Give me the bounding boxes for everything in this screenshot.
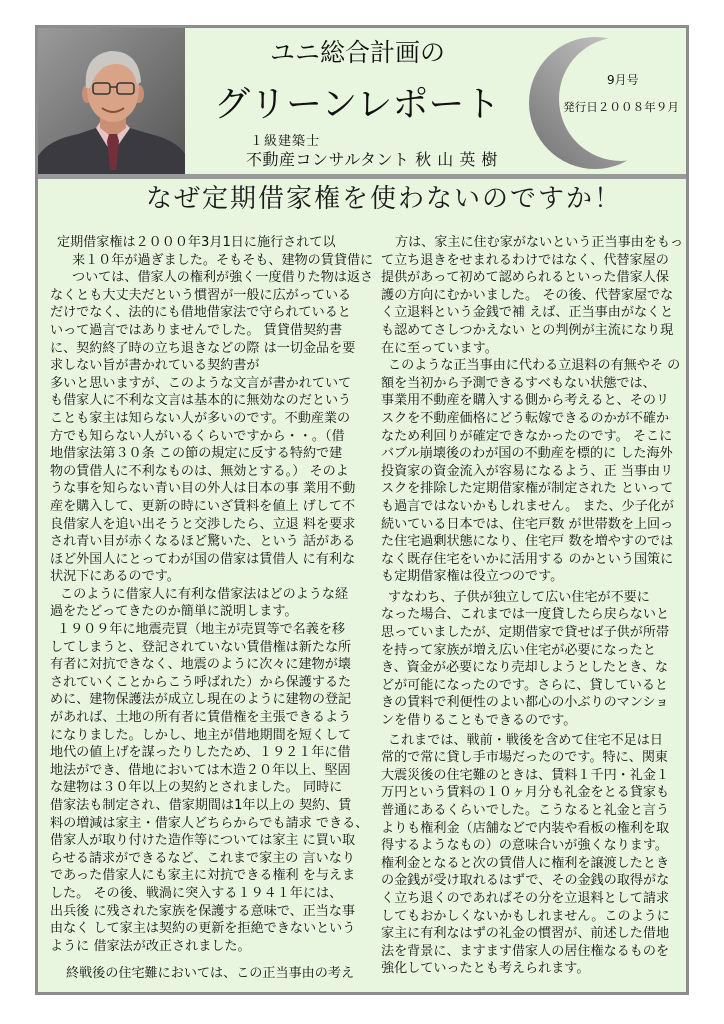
author-name: 不動産コンサルタント 秋 山 英 樹 — [246, 150, 498, 169]
text-line: 産を購入して、更新の時にいざ賃料を値上 げして不 — [50, 498, 356, 514]
text-line: 有者に対抗できなく、地震のように次々に建物が壊 — [50, 657, 351, 673]
text-line: 強化していったとも考えられます。 — [381, 961, 590, 977]
text-line: に、契約終了時の立ち退きなどの際 は一切金品を要 — [50, 340, 356, 356]
text-line: き、資金が必要になり売却しようとしたとき、な — [381, 660, 669, 676]
text-line: 権利金となると次の賃借人に権利を譲渡したとき — [381, 855, 670, 871]
text-line: 地借家法第３０条 この節の規定に反する特約で建 — [50, 446, 343, 462]
text-line: すなわち、子供が独立して広い住宅が不要に — [388, 589, 650, 605]
text-line: スクを排除した定期借家権が制定された といって — [381, 481, 674, 497]
text-line: めに、建物保護法が成立し現在のように建物の登記 — [50, 692, 352, 708]
newsletter-title-line2: グリーンレポート — [214, 84, 501, 125]
text-line: 定期借家権は２０００年3月1日に施行されて以 — [57, 235, 336, 250]
text-line: な建物は３０年以上の契約とされました。 同時に — [50, 780, 343, 796]
text-line: 普通にあるくらいでした。こうなると礼金と言う — [381, 803, 670, 818]
text-line: され青い目が赤くなるほど驚いた、という 話がある — [50, 534, 356, 550]
author-photo — [38, 28, 185, 174]
text-line: 得するようなもの）の意味合いが強くなります。 — [381, 838, 669, 854]
text-line: うな事を知らない青い目の外人は日本の事 業用不動 — [50, 481, 356, 497]
text-line: これまでは、戦前・戦後を含めて住宅不足は日 — [388, 732, 663, 748]
text-line: も借家人に不利な文言は基本的に無効なのだという — [50, 393, 352, 409]
text-line: だけでなく、法的にも借地借家法で守られていると — [50, 305, 351, 321]
text-line: 求しない旨が書かれている契約書が — [50, 358, 260, 374]
text-line: 借家人が取り付けた造作等については家主 に買い取 — [50, 833, 356, 849]
text-line: た住宅過剰状態になり、住宅戸 数を増やすのでは — [381, 534, 674, 550]
text-line: も過言ではないかもしれません。 また、少子化が — [381, 498, 675, 514]
text-line: て立ち退きをせまれるわけではなく、代替家屋の — [381, 252, 669, 268]
text-line: 提供があって初めて認められるといった借家人保 — [381, 270, 669, 286]
text-line: 良借家人を追い出そうと交渉したら、立退 料を要求 — [50, 516, 356, 532]
text-line: 由なく して家主は契約の更新を拒絶できないという — [50, 921, 356, 937]
text-line: 来１０年が過ぎました。そもそも、建物の賃貸借に — [72, 252, 374, 268]
text-line: を持って家族が増え広い住宅が必要になったと — [381, 642, 656, 658]
text-line: 額を当初から予測できるすべもない状態では、 — [381, 375, 656, 391]
text-line: 続いている日本では、住宅戸数 が世帯数を上回っ — [381, 516, 674, 532]
header-divider — [38, 174, 686, 179]
article-title: なぜ定期借家権を使わないのですか！ — [146, 184, 623, 214]
text-line: 在に至っています。 — [381, 340, 498, 356]
text-line: ついては、借家人の権利が強く一度借りた物は返さ — [72, 270, 374, 286]
issue-label: 9月号 — [607, 73, 639, 87]
text-line: 方でも知らない人がいるくらいですから・・。（借 — [50, 428, 345, 444]
text-line: ンを借りることもできるのです。 — [381, 713, 577, 729]
text-line: く立退料という金銭で補 えば、正当事由がなくと — [381, 305, 674, 321]
text-line: １９０９年に地震売買（地主が売買等で名義を移 — [57, 622, 346, 638]
text-line: らせる請求ができるなど、これまで家主の 言いなり — [50, 850, 355, 866]
text-line: 借家法も制定され、借家期間は1年以上の 契約、賃 — [50, 798, 352, 813]
newsletter-title-line1: ユニ総合計画の — [270, 38, 446, 67]
text-line: く立ち退くのであればその分を立退料として請求 — [381, 890, 670, 906]
text-line: 投資家の資金流入が容易になるよう、正 当事由リ — [381, 463, 674, 479]
text-line: ように 借家法が改正されました。 — [50, 938, 251, 954]
text-line: 護の方向にむかいました。 その後、代替家屋でな — [381, 287, 674, 303]
text-line: このように借家人に有利な借家法はどのような経 — [60, 586, 349, 602]
text-line: の金銭が受け取れるはずで、その金銭の取得がな — [381, 873, 670, 889]
text-line: きの賃料で利便性のよい都心の小ぶりのマンショ — [381, 695, 669, 711]
text-line: 万円という賃料の１０ヶ月分も礼金をとる貸家も — [381, 785, 670, 801]
text-line: ほど外国人にとってわが国の借家は賃借人 に有利な — [50, 551, 356, 567]
left-column — [50, 234, 375, 983]
text-line: よりも権利金（店舗などで内装や看板の権利を取 — [381, 820, 670, 836]
text-line: 終戦後の住宅難においては、この正当事由の考え — [66, 966, 355, 982]
text-line: いって過言ではありませんでした。 賃貸借契約書 — [50, 322, 343, 338]
text-line: してもおかしくないかもしれません。このように — [381, 908, 670, 924]
text-line: 大震災後の住宅難のときは、賃料１千円・礼金１ — [381, 767, 670, 783]
text-line: 多いと思いますが、このような文言が書かれていて — [50, 375, 352, 391]
text-line: した。 その後、戦渦に突入する１９４１年には、 — [50, 885, 343, 901]
text-line: してしまうと、登記されていない賃借権は新たな所 — [50, 639, 352, 655]
text-line: ことも家主は知らない人が多いのです。不動産業の — [50, 410, 351, 426]
text-line: このような正当事由に代わる立退料の有無やそ の — [388, 358, 681, 374]
text-line: になりました。しかし、地主が借地期間を短くして — [50, 727, 352, 743]
text-line: どが可能になったのです。さらに、貸していると — [381, 677, 669, 693]
author-credential: １級建築士 — [250, 134, 321, 149]
text-line: 出兵後 に残された家族を保護する意味で、正当な事 — [50, 903, 356, 919]
text-line: 思っていましたが、定期借家で貸せば子供が所帯 — [381, 625, 670, 641]
issue-date: 発行日２００８年９月 — [563, 100, 679, 114]
text-line: なった場合、これまでは一度貸したら戻らないと — [381, 607, 670, 623]
text-line: 常的で常に貸し手市場だったのです。特に、関東 — [381, 750, 669, 766]
text-line: 地代の値上げを謀ったりしたため、１９２１年に借 — [50, 745, 351, 761]
text-line: なくとも大丈夫だという慣習が一般に広がっている — [50, 287, 352, 303]
text-line: 物の賃借人に不利なものは、無効とする。） そのよ — [50, 463, 349, 479]
author-portrait-icon — [38, 28, 185, 174]
text-line: 法を背景に、ますます借家人の居住権なるものを — [381, 943, 670, 959]
text-line: スクを不動産価格にどう転嫁できるのかが不確か — [381, 410, 670, 426]
text-line: なため利回りが確定できなかったのです。 そこに — [381, 428, 673, 444]
text-line: があれば、土地の所有者に賃借権を主張できるよう — [50, 710, 352, 726]
text-line: 事業用不動産を購入する側から考えると、そのリ — [381, 393, 670, 409]
text-line: も認めてさしつかえない との判例が主流になり現 — [381, 322, 674, 338]
text-line: も定期借家権は役立つのです。 — [381, 569, 564, 585]
text-line: 地法ができ、借地においては木造２０年以上、堅固 — [50, 762, 351, 778]
text-line: であった借家人にも家主に対抗できる権利 を与えま — [50, 868, 356, 884]
text-line: バブル崩壊後のわが国の不動産を標的に した海外 — [381, 446, 673, 462]
text-line: されていくことからこう呼ばれた）から保護するた — [50, 674, 352, 690]
text-line: なく既存住宅をいかに活用する のかという国策に — [381, 551, 674, 567]
text-line: 状況下にあるのです。 — [50, 569, 180, 585]
text-line: 料の増減は家主・借家人どちらからでも請求 できる、 — [50, 815, 369, 831]
text-line: 過をたどってきたのか簡単に説明します。 — [50, 604, 298, 620]
right-column — [381, 234, 686, 978]
text-line: 方は、家主に住む家がないという正当事由をもっ — [395, 235, 684, 250]
text-line: 家主に有利なはずの礼金の慣習が、前述した借地 — [381, 926, 670, 942]
